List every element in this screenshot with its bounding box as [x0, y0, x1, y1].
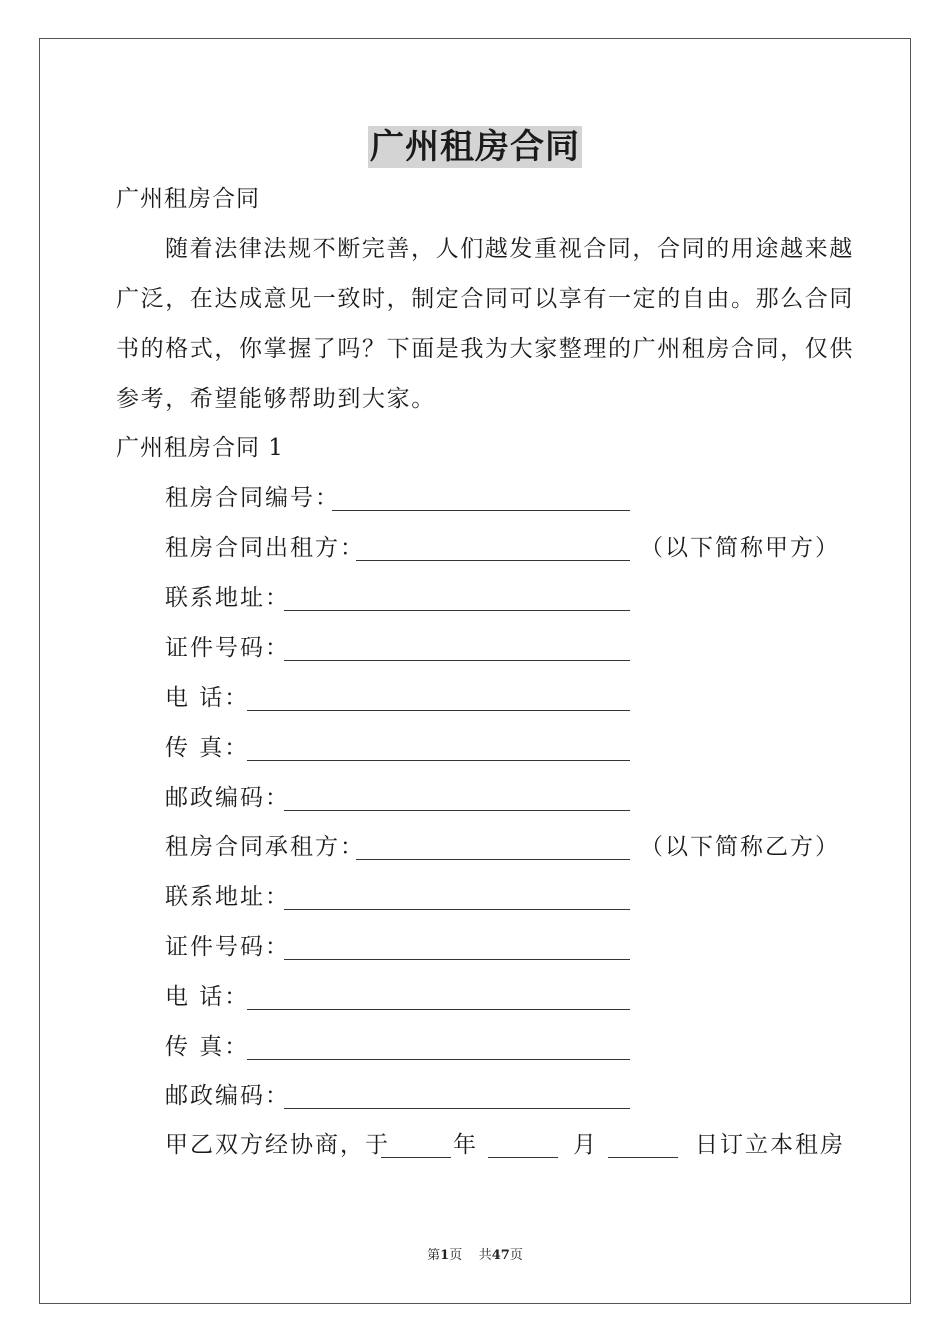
field-lessee-postcode [165, 1081, 290, 1111]
field-label: 证件号码： [165, 635, 290, 661]
field-contract-no [165, 483, 340, 513]
total-unit: 页 [509, 1248, 523, 1263]
total-prefix: 共 [478, 1248, 492, 1263]
field-label: 联系地址： [165, 585, 290, 611]
field-label: 传 真： [165, 1034, 250, 1060]
month-label: 月 [573, 1132, 598, 1158]
intro-line: 参考，希望能够帮助到大家。 [116, 386, 436, 412]
field-label: 证件号码： [165, 934, 290, 960]
year-label: 年 [453, 1132, 478, 1158]
blank-line[interactable] [247, 710, 630, 711]
title-wrap [0, 126, 950, 168]
field-lessee [165, 832, 365, 862]
page-prefix: 第 [427, 1248, 441, 1263]
blank-line[interactable] [356, 560, 630, 561]
blank-line[interactable] [247, 1009, 630, 1010]
intro-line: 随着法律法规不断完善，人们越发重视合同，合同的用途越来越 [165, 236, 854, 262]
blank-line[interactable] [284, 610, 630, 611]
field-lessee-id [165, 932, 290, 962]
year-blank[interactable] [381, 1157, 451, 1158]
field-lessee-address [165, 882, 290, 912]
field-lessor-fax [165, 733, 249, 763]
day-blank[interactable] [608, 1157, 678, 1158]
blank-line[interactable] [284, 909, 630, 910]
blank-line[interactable] [356, 859, 630, 860]
field-label: 租房合同编号： [165, 485, 340, 511]
date-line-suffix: 日订立本租房 [695, 1132, 845, 1158]
field-label: 租房合同承租方： [165, 834, 365, 860]
document-title: 广州租房合同 [370, 127, 580, 167]
field-label: 租房合同出租方： [165, 535, 365, 561]
field-lessor-address [165, 583, 290, 613]
lessor-suffix: （以下简称甲方） [640, 535, 840, 561]
blank-line[interactable] [247, 760, 630, 761]
blank-line[interactable] [247, 1059, 630, 1060]
page-border [39, 38, 911, 1304]
field-label: 电 话： [165, 685, 250, 711]
intro-line: 广泛，在达成意见一致时，制定合同可以享有一定的自由。那么合同 [116, 286, 854, 312]
field-lessee-phone [165, 982, 249, 1012]
blank-line[interactable] [284, 959, 630, 960]
field-lessor-postcode [165, 783, 290, 813]
blank-line[interactable] [332, 510, 630, 511]
blank-line[interactable] [284, 810, 630, 811]
field-label: 邮政编码： [165, 785, 290, 811]
field-label: 电 话： [165, 984, 250, 1010]
field-label: 联系地址： [165, 884, 290, 910]
blank-line[interactable] [284, 660, 630, 661]
field-label: 邮政编码： [165, 1083, 290, 1109]
field-lessor-id [165, 633, 290, 663]
field-lessee-fax [165, 1032, 249, 1062]
field-lessor [165, 533, 365, 563]
page-number: 1 [440, 1248, 450, 1263]
field-lessor-phone [165, 683, 249, 713]
date-line-prefix: 甲乙双方经协商，于 [165, 1132, 390, 1158]
page-unit: 页 [449, 1248, 463, 1263]
blank-line[interactable] [284, 1108, 630, 1109]
month-blank[interactable] [488, 1157, 558, 1158]
field-label: 传 真： [165, 735, 250, 761]
document-subtitle: 广州租房合同 [116, 186, 260, 212]
intro-line: 书的格式，你掌握了吗？下面是我为大家整理的广州租房合同，仅供 [116, 336, 854, 362]
section-heading: 广州租房合同 1 [116, 435, 284, 461]
page-footer [0, 1246, 950, 1266]
total-pages: 47 [491, 1248, 510, 1263]
lessee-suffix: （以下简称乙方） [640, 834, 840, 860]
